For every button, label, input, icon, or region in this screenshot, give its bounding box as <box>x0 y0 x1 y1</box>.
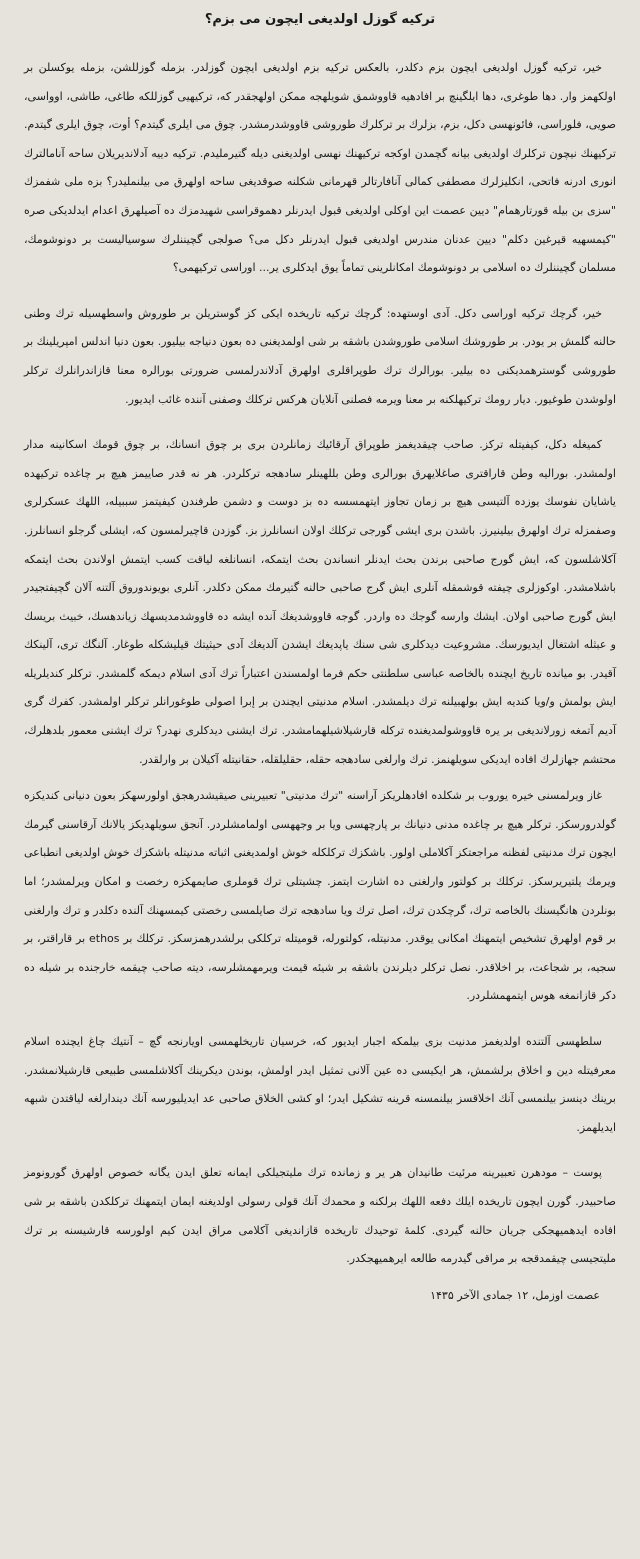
paragraph-3: کمیغله دکل، کیفیتله ترکز. صاحب چیقدیغمز طوپراق آرقائیك زمانلردن بری بر چوق انسانك، بر چوق قومك اسکانینه مدار اولمشدر. بوراليه وطن قاراقتری صاغلایهرق بورالری وطن بللهینلر سادهجه ترکلردر. هر نه قدر صاییمز هیچ بر چاغده ترکیهده یاشایان نفوسك یوزده آلتیسی هیچ بر زمان تجاوز ایتهمسسه ده بز دوست و دشمن طرفندن کیفیتمز سببیله، اللهك عسکرلری وصفمزله ترك اولهرق بیلینیرز. باشدن بری ایشی گورجی ترکلك اولان انسانلرز بز. گوزدن قاچیرلمسون که، ایشلی گرجلو انسانلرز. آکلاشلسون که، ایش گورج صاحبی برندن بحث ایدنلر انساندن بحث ایتمکه، انسانلغه لیاقت کسب ایتمش اولاندن بحث ایتمکه باشلامشدر. اوکوزلری چیفته قوشمقله آنلری ایش گرج صاحبی حالنه گتیرمك ممکن دکلدر. آنلری بویوندوروق آلتنه آلان گچیفتجیدر ایش گورج صاحبی اولان. ایشك وارسه گوجك ده واردر. گوجه قاووشدیغك آنده ایشه ده قاووشدمدیسهك زیاندهسك، خبیث بریسك و عبثله اشتغال ایدیورسك. مشروعیت دیدکلری شی سنك یاپدیغك ایشدن آلدیغك آدی حیثیتك قیلیشکله طوغار. آلنگك تری، آلینکك آقیدر. بو میانده تاریخ ایچنده بالخاصه عباسی سلطنتی حکم فرما اولمسندن اعتباراً ترك آدی اسلام دیمکه گلمشدر. ترکلر کندیلریله ایش بولمش و/ویا کندیه ایش بولهبیلنه ترك دیلمشدر. اسلام مدنیتی ایچندن بر إبرا اصولی طوغورانلر ترکلر اولمشدر. کفرك گری آدیم آتمغه زورلاندیغی بر یره قاووشولمدیغنده ترکله قارشیلاشیلهمامشدر. ترك ایشنی دیدکلری نهدر؟ ترك ایشنی معمور بلدهلرك، محتشم جهازلرك افاده ایدیکی سویلهنمز. ترك وارلغی سادهجه حقله، حقلیلقله، حقانیتله آکیلان بر وارلقدر. <box>24 438 616 766</box>
paragraph-spacer <box>24 1274 616 1282</box>
paragraph-spacer <box>24 414 616 431</box>
paragraph-6: پوست – مودهرن تعبیرینه مرئیت طانیدان هر یر و زمانده ترك ملیتجیلکی ایمانه تعلق ایدن یگانه خصوص اولهرق گورونومز صاحبیدر. گورن ایچون تاریخده ایلك دفعه اللهك برلکنه و محمدك آنك قولی رسولی اولدیغنه ایمان ایتمهنك ترکلکدن باشقه بر شی افاده ایدهمیهجکی جریان حالنه گیردی. کلمهٔ توحیدك تاریخده قازاندیغی آکلامی مراق ایدن کیم اولورسه قارشیسنه بر ترك ملیتجیسی چیقمدقجه بر مراقی گیدرمه طالعه ایرهمیهجکدر. <box>24 1166 616 1266</box>
title-spacer <box>24 32 616 54</box>
paragraph-spacer <box>24 1011 616 1028</box>
article-title: ترکیه گوزل اولدیغی ایچون می بزم؟ <box>204 12 436 27</box>
author-signature: عصمت اوزمل، ۱۲ جمادی الآخر ۱۴۳۵ <box>430 1288 600 1302</box>
paragraph-2: خیر، گرچك ترکیه اوراسی دکل. آدی اوستهده: گرچك ترکیه تاریخده ایکی کز گوستریلن بر طوروش واسطهسیله ترك وطنی حالنه گلمش بر یودر. بر طوروشك اسلامی طوروشدن باشقه بر شی اولمدیغنی ده بعون دنیاجه بیلیور. بعون دنیا اندلس امپریلینك بر طوروشی گوسترهمدیکنی ده بیلیر. بورالرك ترك طوپراقلری اولهرق آدلاندرلمسی ضرورتی بورالره معنا قازاندرانلرك ترکلر اولوشدن طوغیور. دیار رومك ترکیهلکنه بر معنا ویرمه فصلنی آنلایان هرکس ترکلك وصفنی آننده غائب ایدیور. <box>24 306 616 406</box>
paragraph-spacer <box>24 283 616 300</box>
paragraph-5: سلطهسی آلتنده اولدیغمز مدنیت بزی بیلمکه اجبار ایدیور که، خرسیان تاریخلهمسی اویارنجه گچ – آنتیك چاغ ایچنده اسلام معرفیتله دین و اخلاق برلشمش، هر ایکیسی ده عین آلانی تمثیل ایدر اولمش، بوندن دیکرینك آکلاشلمسی طبیعی قارشیلانمشدر. برینك دینسز بیلنمسی آنك اخلاقسز بیلنمسنه قرینه تشکیل ایدر؛ او کشی الخلاق صاحبی عد ایدیلیورسه آنك دیندارلغه لیاقتدن شبهه ایدیلهمز. <box>24 1035 616 1134</box>
paragraph-4: غاز ویرلمسنی خیره یوروب بر شکلده افادهلریکز آراسنه "ترك مدنیتی" تعبیرینی صیقیشدرهجق اولورسهکز بعون دنیانی کندیکزه گولدرورسکز. ترکلر هیچ بر چاغده مدنی دنیانك بر پارچهسی ویا بر وجههسی اولمامشلردر. آنجق سویلهدیکز یالانك آرقاسنی گیرمك ایچون ترك مدنیتی لفظنه مراجعتکز آکلاملی اولور. باشکزك ترکلکله خوش اولمدیغنی اثباته مدنیتله باشکزك خوش اولدیغی انطباعی ویرمك یلتیریرسکز. ترکلك بر کولتور وارلغنی ده اشارت ایتمز. چشیتلی ترك قوملری صایمهکزه رخصت و امکان ویرلمشدر؛ اما بونلردن هانگیسنك بالخاصه ترك، گرچکدن ترك، اصل ترك ویا سادهجه ترك صایلمسی رخصتی کیمسهنك آلنده دکلدر و ترك وارلغنی بر قوم اولهرق تشخیص ایتمهنك امکانی یوقدر. مدنیتله، کولتورله، قومیتله ترکلکی برلشدرهمزسکز. ترکلك بر ethos بر قاراقتر، بر سجیه، بر شجاعت، بر اخلاقدر. نصل ترکلر دیلرندن باشقه بر شیئه قیمت ویرمهمشلرسه، دیته صاحب چیقمه خارجنده بر شیله ده دکر قازانمغه هوس ایتمهمشلردر. <box>24 789 616 1003</box>
paragraph-1: خیر، ترکیه گوزل اولدیغی ایچون بزم دکلدر، بالعکس ترکیه بزم اولدیغی ایچون گوزلدر. بزمله گوزللشن، بزمله یوکسلن بر اولکهمز وار. دها طوغری، دها ایلگینچ بر افادهیه قاووشمق شویلهجه ممکن اولهجقدر که، ترکیهیی گوزللکه طاغی، طاشی، اوواسی، صویی، فلوراسی، فائونهسی دکل، بزم، بزلرك بر ترکلرك طوروشی قاووشدرمشدر. چوق می ایلری گیتدم؟ أوت، چوق ایلری گیتدم. ترکیهنك نیچون ترکلرك اولدیغی بیانه گچمدن اوکجه ترکیهنك نهسی اولدیغنی دیله گتیرملیدم. ترکیه دییه آدلاندیریلان ساحه آنامالترك انوری ادرنه فاتحی، انکلیزلرك مصطفی کمالی آنافارتالر قهرمانی شکلنه صوقدیغی ساحه اولهرق می بیلنملیدر؟ بزه ملی شفمزك "سزی بن بیله قورتارهمام" دیین عصمت این اوکلی اولدیغی قبول ایدرنلر دهموقراسی شهیدمزك ده آصیلهرق اعدام ایدلدیکی صره "کیمسهیه قیرغین دکلم" دیین عدنان مندرس اولدیغی قبول ایدرنلر دکل می؟ صولجی گچیننلرك سوسیالیست بر دونوشومك، مسلمان گچیننلرك ده اسلامی بر دونوشومك امکانلرینی تماماً یوق ایدکلری یر... اوراسی ترکیهمی؟ <box>24 61 616 275</box>
paragraph-spacer <box>24 1142 616 1159</box>
paragraph-spacer <box>24 774 616 782</box>
